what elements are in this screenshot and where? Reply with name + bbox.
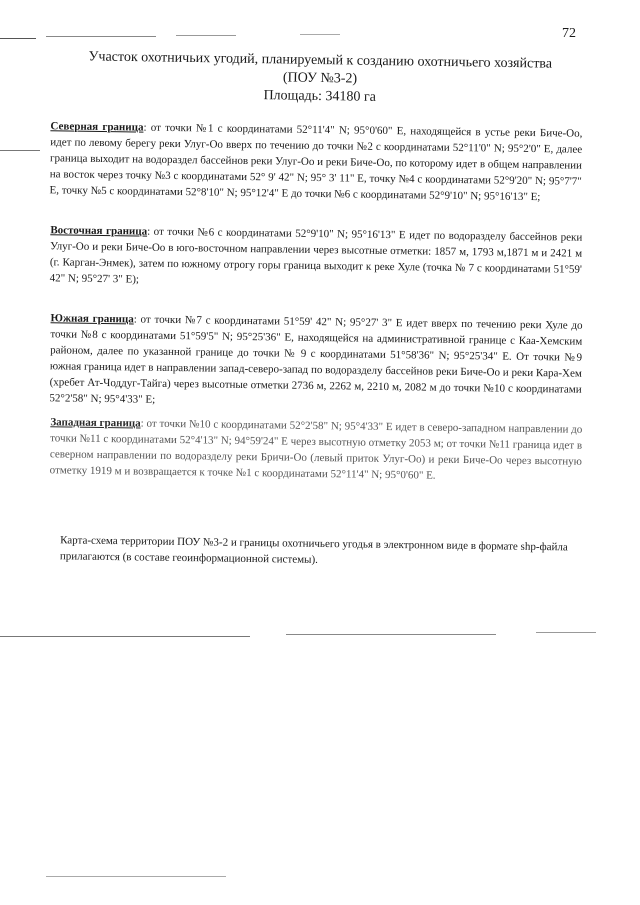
scan-artifact-line [46, 36, 156, 37]
west-boundary-section [50, 414, 583, 485]
map-attachment-note: Карта-схема территории ПОУ №3-2 и границы охотничьего угодья в электронном виде в формате shp-файла прилагаются (в составе геоинформационной системы). [59, 534, 568, 566]
title-code: (ПОУ №3-2) [282, 70, 358, 87]
west-boundary-text: : от точки №10 с координатами 52°2'58" N; 95°4'33" E идет в северо-западном направлении до точки №11 с координатами 52°4'13" N; 94°59'24" E через высотную отметку 2053 м; от точки №11 граница идет в северном направлении по водоразделу реки Бричи-Оо (левый приток Улуг-Оо) и реки Биче-Оо через высотную отметку 1919 м и возвращается к точке №1 с координатами 52°11'4" N; 95°0'60" E. [49, 417, 583, 482]
south-boundary-heading: Южная граница [50, 312, 134, 326]
title-line: Участок охотничьих угодий, планируемый к созданию охотничьего хозяйства [88, 49, 553, 72]
scan-artifact-line [536, 632, 596, 633]
scan-artifact-line [300, 34, 340, 35]
north-boundary-section [49, 118, 582, 205]
scan-artifact-line [0, 150, 40, 151]
south-boundary-section [49, 310, 582, 413]
page-number: 72 [562, 26, 576, 41]
scan-artifact-line [176, 35, 236, 36]
west-boundary-heading: Западная граница [50, 416, 141, 430]
scan-artifact-line [0, 636, 250, 637]
east-boundary-text: : от точки №6 с координатами 52°9'10" N; 95°16'13" E идет по водоразделу бассейнов реки Улуг-Оо и реки Биче-Оо в юго-восточном направлении через высотные отметки: 1857 м, 1793 м,1871 м и 2421 м (г. Карган-Энмек), затем по южному отрогу горы граница выходит к реке Хуле (точка № 7 с координатами 51°59' 42" N; 95°27' 3" E); [49, 225, 583, 286]
south-boundary-text: : от точки №7 с координатами 51°59' 42" N; 95°27' 3" E идет вверх по течению реки Хуле до точки №8 с координатами 51°59'5" N; 95°25'36" E, находящейся на административной границе с Каа-Хемским районом, далее по указанной границе до точки № 9 с координатами 51°58'36" N; 95°25'34" E. От точки №9 южная граница идет в направлении запад-северо-запад по водоразделу бассейнов реки Биче-Оо и реки Кара-Хем (хребет Ат-Чоддуг-Тайга) через высотные отметки 2736 м, 2262 м, 2210 м, 2082 м до точки №10 с координатами 52°2'58" N; 95°4'33" E; [49, 313, 583, 406]
north-boundary-text: : от точки №1 с координатами 52°11'4" N; 95°0'60" E, находящейся в устье реки Биче-Оо, идет по левому берегу реки Улуг-Оо вверх по течению до точки №2 с координатами 52°11'0" N; 95°2'0" E, далее граница выходит на водораздел бассейнов реки Улуг-Оо и реки Биче-Оо, по которому идет в общем направлении на восток через точку №3 с координатами 52° 9' 42" N; 95° 3' 11" E, точку №4 с координатами 52°9'20" N; 95°7'7" E, точку №5 с координатами 52°8'10" N; 95°12'4" E до точки №6 с координатами 52°9'10" N; 95°16'13" E; [49, 121, 583, 204]
north-boundary-heading: Северная граница [50, 120, 144, 134]
scan-artifact-line [46, 876, 226, 877]
scan-artifact-line [286, 634, 496, 635]
document-title [40, 48, 601, 111]
scan-artifact-line [0, 38, 36, 39]
title-area: Площадь: 34180 га [263, 88, 377, 105]
east-boundary-heading: Восточная граница [50, 224, 148, 238]
east-boundary-section [50, 222, 583, 293]
